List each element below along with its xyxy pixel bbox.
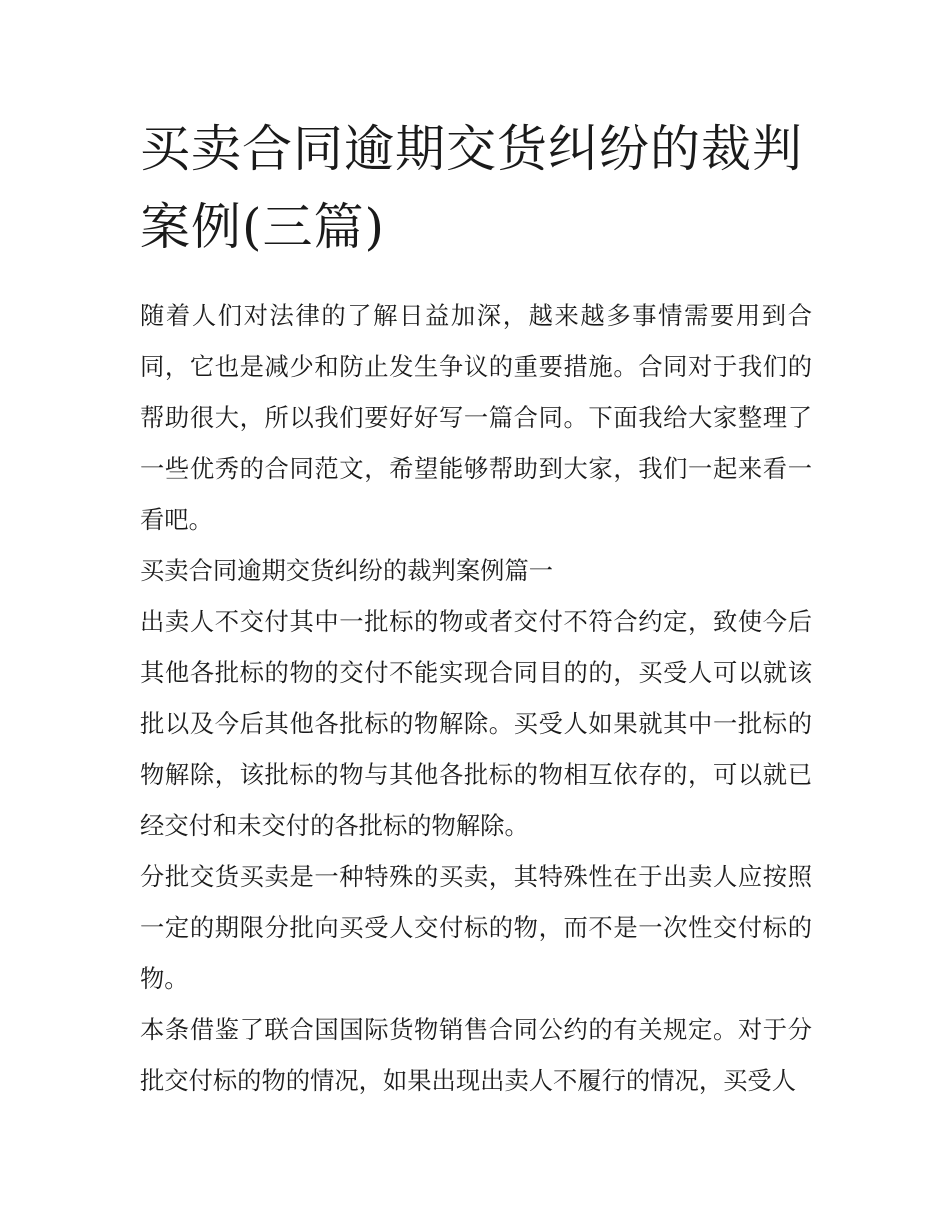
body-paragraph: 出卖人不交付其中一批标的物或者交付不符合约定，致使今后其他各批标的物的交付不能实现合同目的的，买受人可以就该批以及今后其他各批标的物解除。买受人如果就其中一批标的物解除，该批标的物与其他各批标的物相互依存的，可以就已经交付和未交付的各批标的物解除。 — [140, 607, 812, 840]
document-title: 买卖合同逾期交货纠纷的裁判案例(三篇) — [140, 120, 803, 256]
body-paragraph: 本条借鉴了联合国国际货物销售合同公约的有关规定。对于分批交付标的物的情况，如果出现出卖人不履行的情况，买受人 — [140, 1015, 812, 1095]
body-paragraph: 分批交货买卖是一种特殊的买卖，其特殊性在于出卖人应按照一定的期限分批向买受人交付标的物，而不是一次性交付标的物。 — [140, 862, 812, 993]
section-heading: 买卖合同逾期交货纠纷的裁判案例篇一 — [140, 556, 554, 585]
document-body — [140, 290, 812, 1106]
intro-paragraph: 随着人们对法律的了解日益加深，越来越多事情需要用到合同，它也是减少和防止发生争议的重要措施。合同对于我们的帮助很大，所以我们要好好写一篇合同。下面我给大家整理了一些优秀的合同范文，希望能够帮助到大家，我们一起来看一看吧。 — [140, 301, 812, 534]
document-page — [140, 110, 812, 1106]
